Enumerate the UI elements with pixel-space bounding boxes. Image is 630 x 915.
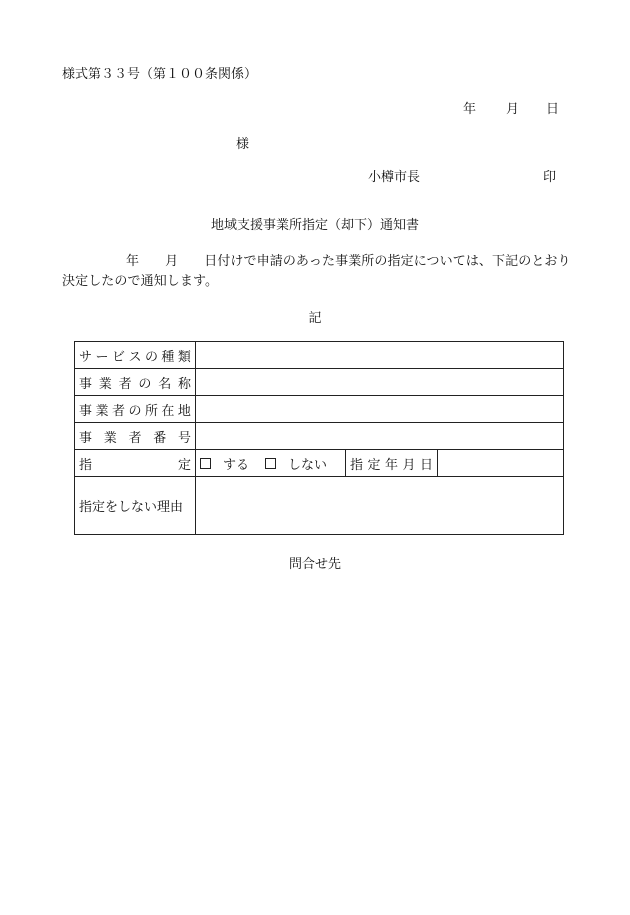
label-char: ス: [128, 349, 142, 365]
label-char: 在: [161, 403, 175, 419]
designate-yes-label: する: [223, 457, 250, 473]
label-spread: [350, 454, 433, 473]
reason-field[interactable]: [196, 477, 564, 535]
row-label-business-number: [75, 423, 196, 450]
body-text: 日付けで申請のあった事業所の指定については、下記のとおり決定したので通知します。: [62, 254, 571, 289]
label-char: の: [144, 349, 158, 365]
label-char: 者: [118, 376, 132, 392]
recipient-honorific: 様: [236, 137, 250, 152]
business-number-field[interactable]: [196, 423, 564, 450]
label-char: 指: [350, 457, 364, 473]
label-spread: [79, 400, 191, 419]
checkbox-icon[interactable]: [265, 458, 276, 469]
label-char: 業: [98, 376, 112, 392]
label-char: 類: [177, 349, 191, 365]
issuer-name: 小樽市長: [368, 170, 421, 185]
label-char: ー: [95, 349, 109, 365]
label-spread: [79, 373, 191, 392]
label-char: 事: [79, 430, 93, 446]
label-char: 名: [158, 376, 172, 392]
table-row: [75, 396, 564, 423]
label-char: 番: [153, 430, 167, 446]
table-row: [75, 369, 564, 396]
designate-no-option[interactable]: [265, 454, 327, 473]
row-label-reason: 指定をしない理由: [75, 477, 196, 535]
form-number: 様式第３３号（第１００条関係）: [62, 67, 258, 82]
business-name-field[interactable]: [196, 369, 564, 396]
business-address-field[interactable]: [196, 396, 564, 423]
label-spread: [79, 427, 191, 446]
date-year-label: 年: [463, 102, 477, 117]
body-paragraph: [62, 252, 578, 292]
table-row: [75, 342, 564, 369]
row-label-business-address: [75, 396, 196, 423]
table-row: [75, 423, 564, 450]
label-char: の: [128, 403, 142, 419]
table-row: [75, 477, 564, 535]
label-char: 者: [111, 403, 125, 419]
designation-date-field[interactable]: [438, 450, 564, 477]
row-label-business-name: [75, 369, 196, 396]
label-char: 者: [128, 430, 142, 446]
body-year-label: 年: [126, 254, 140, 269]
designate-no-label: しない: [288, 457, 328, 473]
label-char: 号: [177, 430, 191, 446]
row-label-designation: [75, 450, 196, 477]
checkbox-icon[interactable]: [200, 458, 211, 469]
form-table: [74, 341, 564, 535]
row-label-designation-date: [346, 450, 438, 477]
seal-mark: 印: [543, 170, 557, 185]
label-spread: [79, 454, 191, 473]
label-char: 業: [103, 430, 117, 446]
label-char: の: [138, 376, 152, 392]
label-char: 地: [177, 403, 191, 419]
label-char: 定: [367, 457, 381, 473]
label-char: 定: [177, 457, 191, 473]
designate-yes-option[interactable]: [200, 454, 249, 473]
label-char: 業: [95, 403, 109, 419]
table-row: [75, 450, 564, 477]
label-char: 事: [79, 403, 93, 419]
label-char: 種: [161, 349, 175, 365]
ki-heading: 記: [308, 311, 322, 326]
row-label-service-type: [75, 342, 196, 369]
label-char: サ: [79, 349, 93, 365]
label-char: 指: [79, 457, 93, 473]
designation-options: [196, 450, 346, 477]
date-day-label: 日: [546, 102, 560, 117]
service-type-field[interactable]: [196, 342, 564, 369]
label-spread: [79, 346, 191, 365]
body-month-label: 月: [165, 254, 179, 269]
label-char: 年: [384, 457, 398, 473]
label-char: ビ: [111, 349, 125, 365]
contact-label: 問合せ先: [288, 557, 341, 572]
label-char: 称: [177, 376, 191, 392]
label-char: 所: [144, 403, 158, 419]
label-char: 事: [79, 376, 93, 392]
label-char: 月: [402, 457, 416, 473]
document-title: 地域支援事業所指定（却下）通知書: [210, 218, 419, 233]
date-month-label: 月: [506, 102, 520, 117]
label-char: 日: [419, 457, 433, 473]
